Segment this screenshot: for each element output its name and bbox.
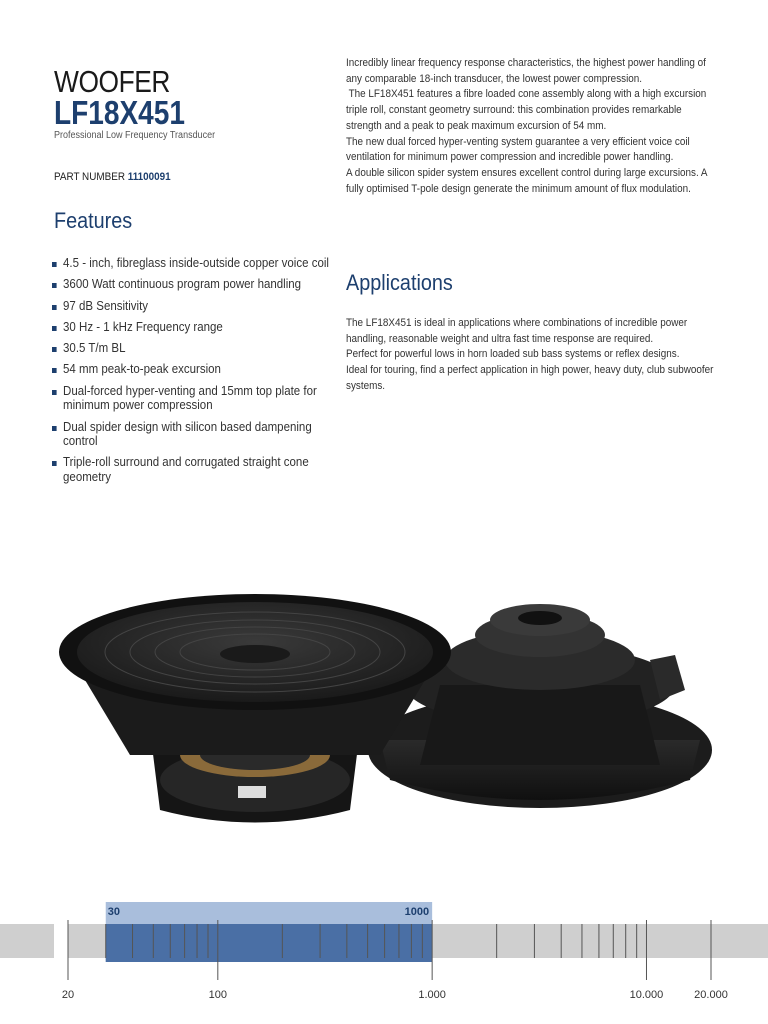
part-number-label: PART NUMBER	[54, 171, 125, 183]
intro-line: fully optimised T-pole design generate the minimum amount of flux modulation.	[346, 182, 691, 195]
applications-text	[346, 316, 724, 395]
intro-text	[346, 56, 717, 197]
range-highlight	[106, 924, 432, 962]
category-title: WOOFER	[54, 64, 171, 99]
frequency-range-chart	[0, 880, 768, 1010]
feature-item: 54 mm peak-to-peak excursion	[52, 362, 330, 377]
feature-item: 30 Hz - 1 kHz Frequency range	[52, 320, 330, 335]
axis-tick-label: 100	[208, 989, 227, 1001]
intro-line: ventilation for minimum power compression and incredible power handling.	[346, 151, 674, 164]
feature-item: Triple-roll surround and corrugated straight cone geometry	[52, 455, 330, 484]
intro-line: any comparable 18-inch transducer, the lowest power compression.	[346, 72, 643, 85]
feature-item: Dual spider design with silicon based dampening control	[52, 420, 330, 449]
part-number	[54, 171, 171, 183]
axis-tick-label: 20	[61, 989, 75, 1001]
model-title: LF18X451	[54, 94, 185, 131]
features-list	[52, 256, 329, 491]
intro-line: Incredibly linear frequency response characteristics, the highest power handling of	[346, 57, 706, 69]
feature-item: 4.5 - inch, fibreglass inside-outside copper voice coil	[52, 256, 330, 271]
applications-line: Perfect for powerful lows in horn loaded sub bass systems or reflex designs.	[346, 348, 680, 361]
applications-line: systems.	[346, 379, 386, 392]
intro-line: A double silicon spider system ensures excellent control during large excursions. A	[346, 166, 708, 179]
woofer-product-image	[50, 590, 720, 840]
features-heading: Features	[54, 208, 133, 233]
feature-item: 3600 Watt continuous program power handling	[52, 277, 330, 292]
feature-item: 97 dB Sensitivity	[52, 299, 330, 314]
range-high-label: 1000	[404, 906, 430, 918]
woofer-front-view	[59, 594, 451, 823]
applications-line: handling, reasonable weight and ultra fast time response are required.	[346, 332, 654, 345]
feature-item: 30.5 T/m BL	[52, 341, 330, 356]
applications-line: Ideal for touring, find a perfect application in high power, heavy duty, club subwoofer	[346, 364, 714, 377]
scale-band-left	[0, 924, 54, 958]
intro-line: triple roll, constant geometry surround: this combination provides remarkable	[346, 104, 682, 117]
axis-tick-label: 1.000	[418, 989, 446, 1001]
product-subtitle: Professional Low Frequency Transducer	[54, 130, 216, 141]
range-low-label: 30	[107, 906, 120, 918]
applications-heading: Applications	[346, 270, 453, 295]
intro-line: The LF18X451 features a fibre loaded cone assembly along with a high excursion	[346, 88, 707, 101]
feature-item: Dual-forced hyper-venting and 15mm top plate for minimum power compression	[52, 384, 330, 413]
axis-tick-label: 20.000	[694, 989, 728, 1001]
intro-line: strength and a peak to peak maximum excursion of 54 mm.	[346, 119, 607, 132]
intro-line: The new dual forced hyper-venting system guarantee a very efficient voice coil	[346, 135, 690, 148]
applications-line: The LF18X451 is ideal in applications where combinations of incredible power	[346, 317, 688, 329]
axis-tick-label: 10.000	[629, 989, 664, 1001]
part-number-value: 11100091	[127, 171, 171, 183]
